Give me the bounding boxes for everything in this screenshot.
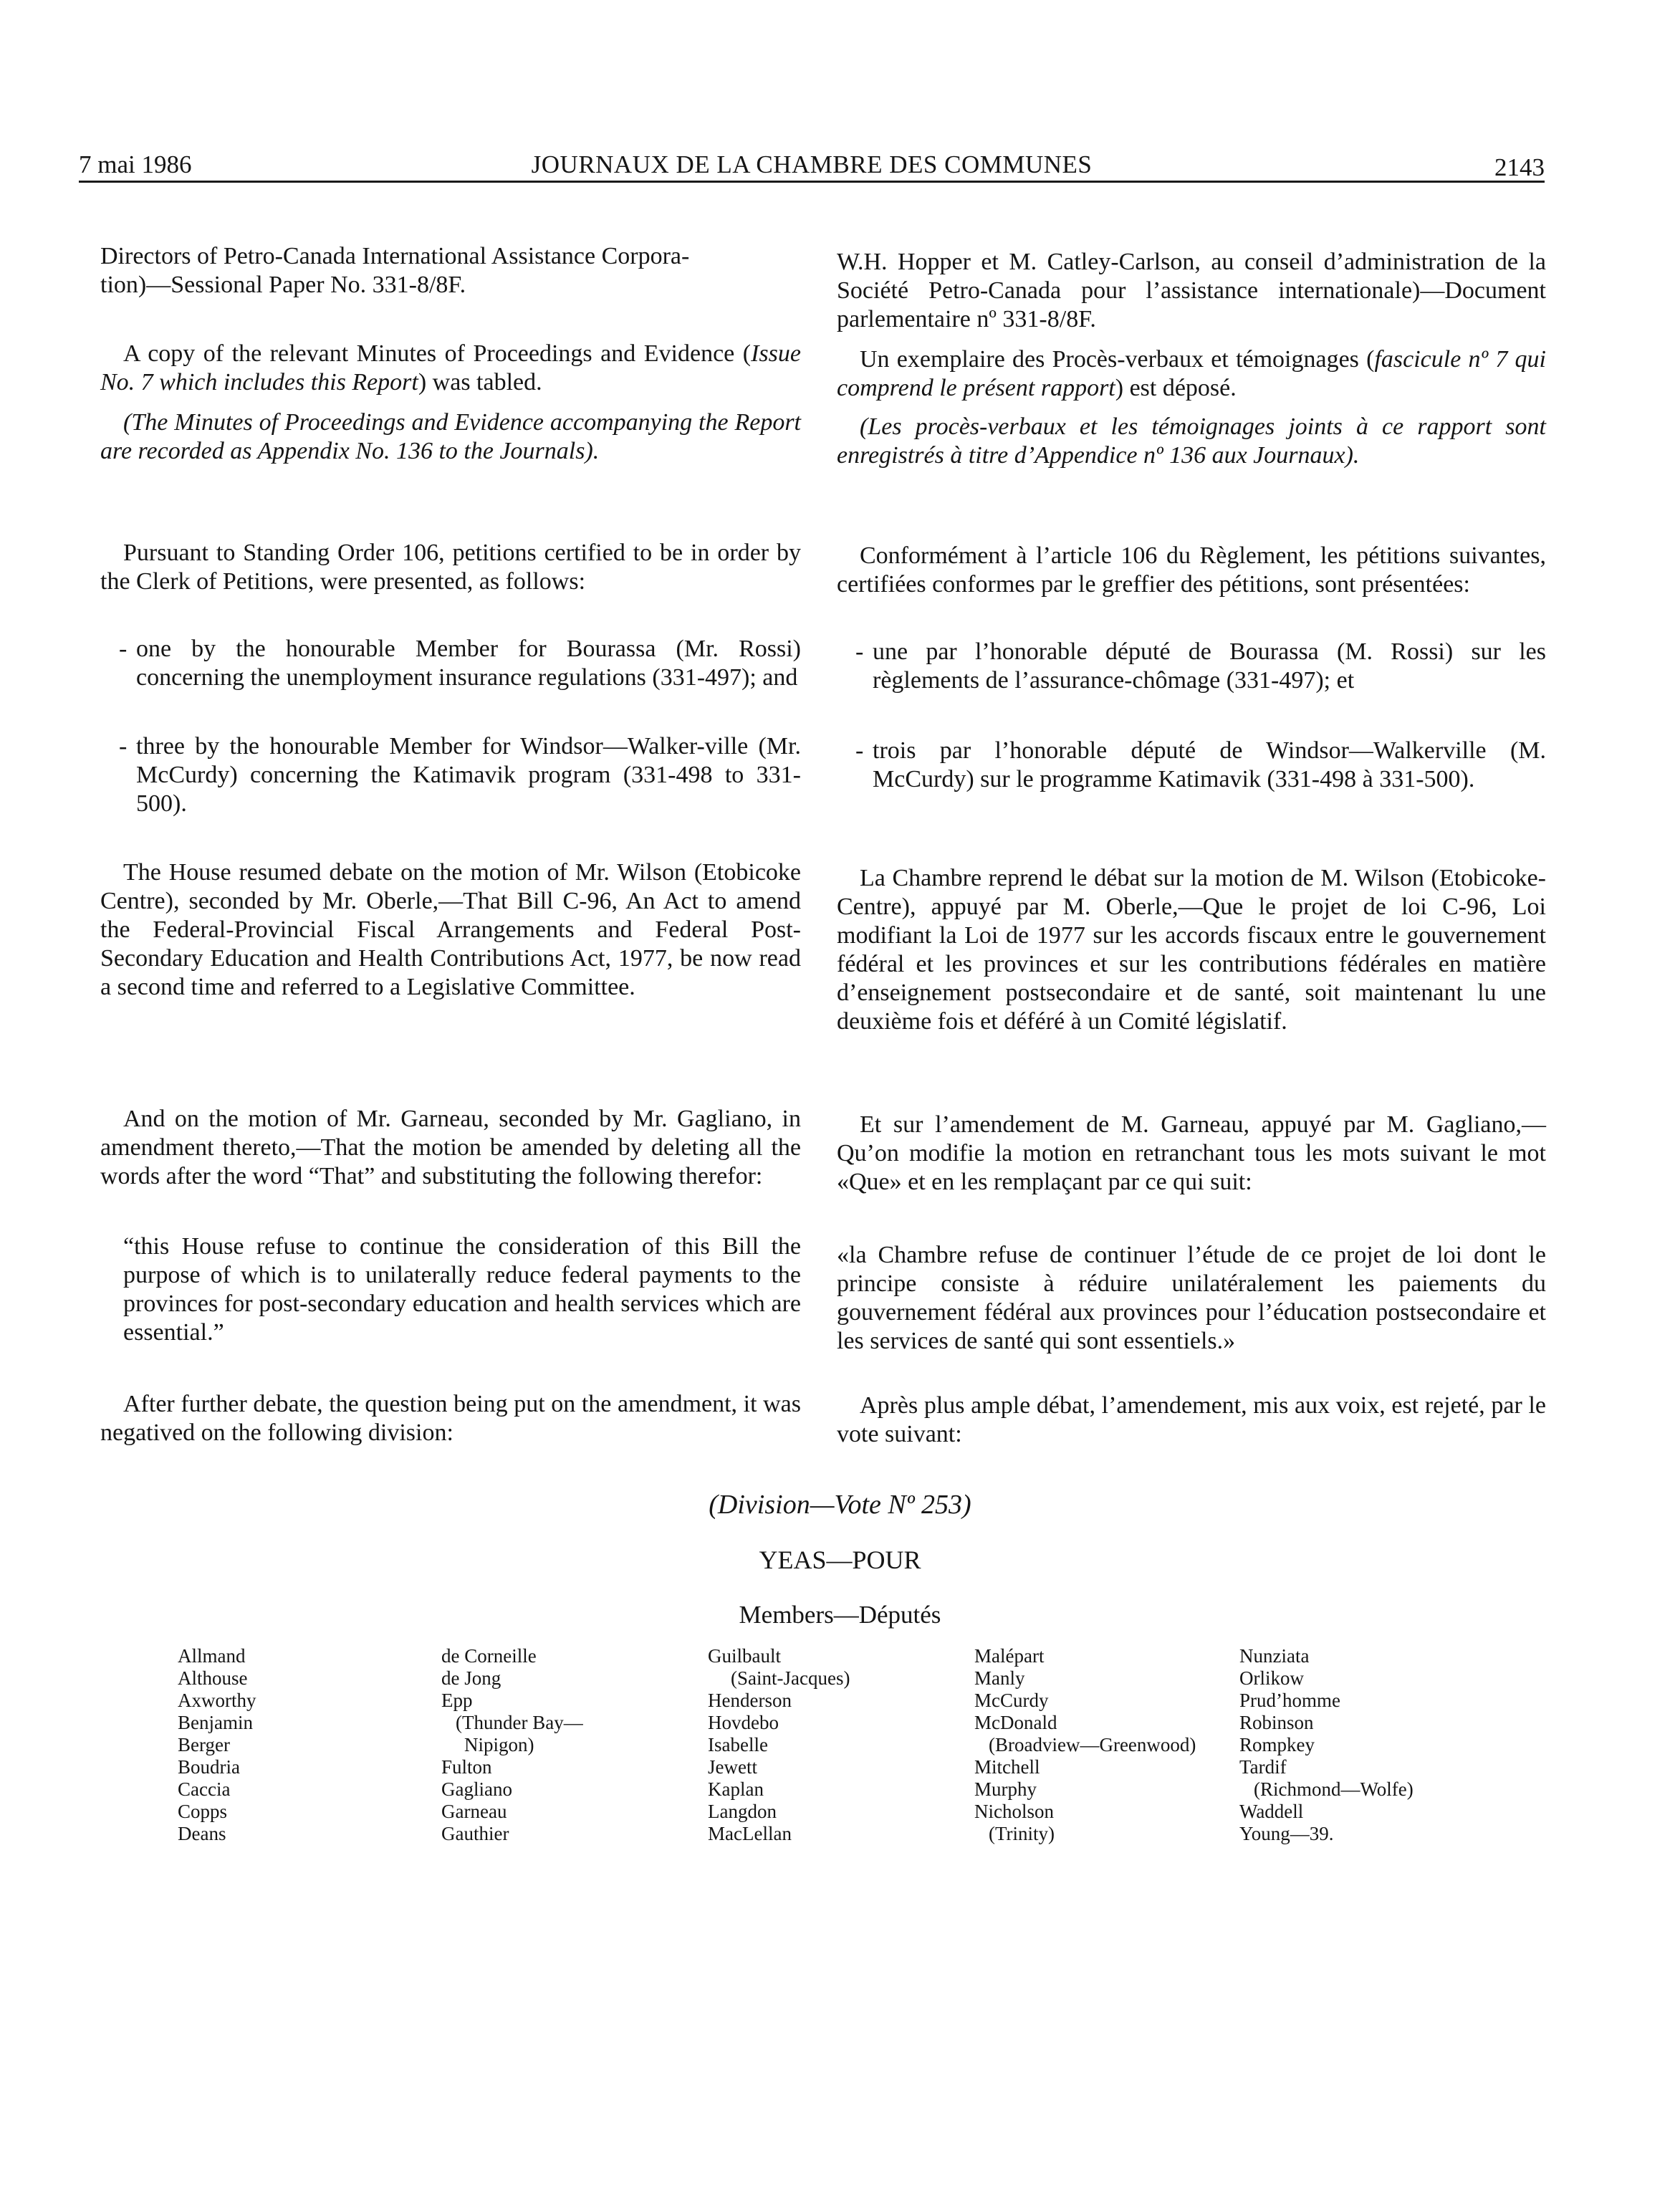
member-name: Allmand	[178, 1645, 246, 1667]
fr-paragraph-6: Et sur l’amendement de M. Garneau, appuyé par M. Gagliano,—Qu’on modifie la motion en retranchant tous les mots suivant le mot «Que» et en les remplaçant par ce qui suit:	[837, 1111, 1546, 1195]
yeas-heading: YEAS—POUR	[759, 1546, 921, 1574]
member-name: Kaplan	[708, 1778, 764, 1800]
members-heading: Members—Députés	[739, 1601, 941, 1629]
member-name: Garneau	[441, 1801, 507, 1822]
member-name: Henderson	[708, 1690, 792, 1711]
member-riding: (Richmond—Wolfe)	[1254, 1778, 1413, 1800]
member-name: Boudria	[178, 1756, 240, 1778]
member-name: Benjamin	[178, 1712, 253, 1733]
member-name: Caccia	[178, 1778, 231, 1800]
division-title: (Division—Vote Nº 253)	[709, 1490, 971, 1520]
header-title: JOURNAUX DE LA CHAMBRE DES COMMUNES	[531, 150, 1093, 178]
member-name: Young—39.	[1239, 1823, 1334, 1844]
member-name: MacLellan	[708, 1823, 792, 1844]
member-name: Prud’homme	[1239, 1690, 1340, 1711]
en-paragraph-3: (The Minutes of Proceedings and Evidence accompanying the Report are recorded as Appendix No. 136 to the Journals).	[100, 409, 801, 464]
member-name: Gauthier	[441, 1823, 509, 1844]
member-name: Rompkey	[1239, 1734, 1315, 1755]
fr-petition-1: - une par l’honorable député de Bourassa (M. Rossi) sur les règlements de l’assurance-chômage (331-497); et	[855, 638, 1546, 694]
header-date: 7 mai 1986	[79, 150, 192, 178]
member-name: Langdon	[708, 1801, 777, 1822]
en-petition-1: - one by the honourable Member for Bourassa (Mr. Rossi) concerning the unemployment insurance regulations (331-497); and	[119, 636, 801, 691]
fr-paragraph-1: W.H. Hopper et M. Catley-Carlson, au conseil d’administration de la Société Petro-Canada pour l’assistance internationale)—Document parlementaire nº 331-8/8F.	[837, 249, 1546, 332]
member-name: de Corneille	[441, 1645, 537, 1667]
members-column-4	[974, 1645, 1196, 1845]
fr-paragraph-2: Un exemplaire des Procès-verbaux et témoignages (fascicule nº 7 qui comprend le présent rapport) est déposé.	[837, 346, 1546, 401]
en-petition-2: - three by the honourable Member for Windsor—Walker-ville (Mr. McCurdy) concerning the Katimavik program (331-498 to 331-500).	[119, 733, 801, 817]
member-name: Robinson	[1239, 1712, 1314, 1733]
page-header	[79, 143, 1545, 183]
members-column-1	[178, 1645, 256, 1845]
member-name: Isabelle	[708, 1734, 768, 1755]
member-name: Manly	[974, 1667, 1025, 1689]
member-name: Murphy	[974, 1778, 1037, 1800]
member-riding: (Saint-Jacques)	[731, 1667, 850, 1689]
en-paragraph-4: Pursuant to Standing Order 106, petitions certified to be in order by the Clerk of Petitions, were presented, as follows:	[100, 540, 801, 595]
member-name: Nunziata	[1239, 1645, 1310, 1667]
en-paragraph-6: And on the motion of Mr. Garneau, seconded by Mr. Gagliano, in amendment thereto,—That the motion be amended by deleting all the words after the word “That” and substituting the following therefor:	[100, 1106, 801, 1189]
member-name: McDonald	[974, 1712, 1057, 1733]
members-column-5	[1239, 1645, 1413, 1845]
en-paragraph-1: Directors of Petro-Canada International Assistance Corpora- tion)—Sessional Paper No. 331-8/8F.	[100, 243, 690, 298]
member-name: Deans	[178, 1823, 226, 1844]
member-name: Tardif	[1239, 1756, 1287, 1778]
member-name: Orlikow	[1239, 1667, 1304, 1689]
member-riding: (Thunder Bay—	[456, 1712, 583, 1733]
fr-paragraph-4: Conformément à l’article 106 du Règlement, les pétitions suivantes, certifiées conformes par le greffier des pétitions, sont présentées:	[837, 542, 1546, 598]
fr-petition-2: - trois par l’honorable député de Windsor—Walkerville (M. McCurdy) sur le programme Katimavik (331-498 à 331-500).	[855, 737, 1546, 792]
member-name: Nicholson	[974, 1801, 1054, 1822]
members-column-2	[441, 1645, 583, 1845]
en-paragraph-5: The House resumed debate on the motion of Mr. Wilson (Etobicoke Centre), seconded by Mr. Oberle,—That Bill C-96, An Act to amend the Federal-Provincial Fiscal Arrangements and Federal Post-Secondary Education and Health Contributions Act, 1977, be now read a second time and referred to a Legislative Committee.	[100, 859, 801, 1000]
en-quote: “this House refuse to continue the consideration of this Bill the purpose of which is to unilaterally reduce federal payments to the provinces for post-secondary education and health services which are essential.”	[123, 1233, 801, 1346]
member-name: Fulton	[441, 1756, 492, 1778]
en-paragraph-7: After further debate, the question being put on the amendment, it was negatived on the following division:	[100, 1391, 801, 1446]
en-paragraph-2: A copy of the relevant Minutes of Proceedings and Evidence (Issue No. 7 which includes this Report) was tabled.	[100, 340, 801, 396]
member-name: Berger	[178, 1734, 230, 1755]
member-riding: (Trinity)	[989, 1823, 1055, 1844]
fr-paragraph-7: Après plus ample débat, l’amendement, mis aux voix, est rejeté, par le vote suivant:	[837, 1392, 1546, 1447]
fr-quote: «la Chambre refuse de continuer l’étude de ce projet de loi dont le principe consiste à réduire unilatéralement les paiements du gouvernement fédéral aux provinces pour l’éducation postsecondaire et les services de santé qui sont essentiels.»	[837, 1242, 1546, 1354]
member-riding: Nipigon)	[464, 1734, 534, 1755]
fr-paragraph-3: (Les procès-verbaux et les témoignages joints à ce rapport sont enregistrés à titre d’Appendice nº 136 aux Journaux).	[837, 413, 1546, 469]
member-name: Althouse	[178, 1667, 248, 1689]
member-name: Malépart	[974, 1645, 1045, 1667]
member-name: Axworthy	[178, 1690, 256, 1711]
header-page-number: 2143	[1494, 153, 1545, 181]
member-name: Jewett	[708, 1756, 757, 1778]
member-name: Waddell	[1239, 1801, 1304, 1822]
member-riding: (Broadview—Greenwood)	[989, 1734, 1196, 1755]
fr-paragraph-5: La Chambre reprend le débat sur la motion de M. Wilson (Etobicoke-Centre), appuyé par M. Oberle,—Que le projet de loi C-96, Loi modifiant la Loi de 1977 sur les accords fiscaux entre le gouvernement fédéral et les provinces et sur les contributions fédérales en matière d’enseignement postsecondaire et de santé, soit maintenant lu une deuxième fois et déféré à un Comité législatif.	[837, 865, 1546, 1035]
member-name: Gagliano	[441, 1778, 512, 1800]
member-name: Epp	[441, 1690, 473, 1711]
member-name: McCurdy	[974, 1690, 1049, 1711]
member-name: Copps	[178, 1801, 228, 1822]
member-name: Hovdebo	[708, 1712, 779, 1733]
member-name: Mitchell	[974, 1756, 1040, 1778]
members-column-3	[708, 1645, 850, 1845]
member-name: de Jong	[441, 1667, 501, 1689]
member-name: Guilbault	[708, 1645, 781, 1667]
